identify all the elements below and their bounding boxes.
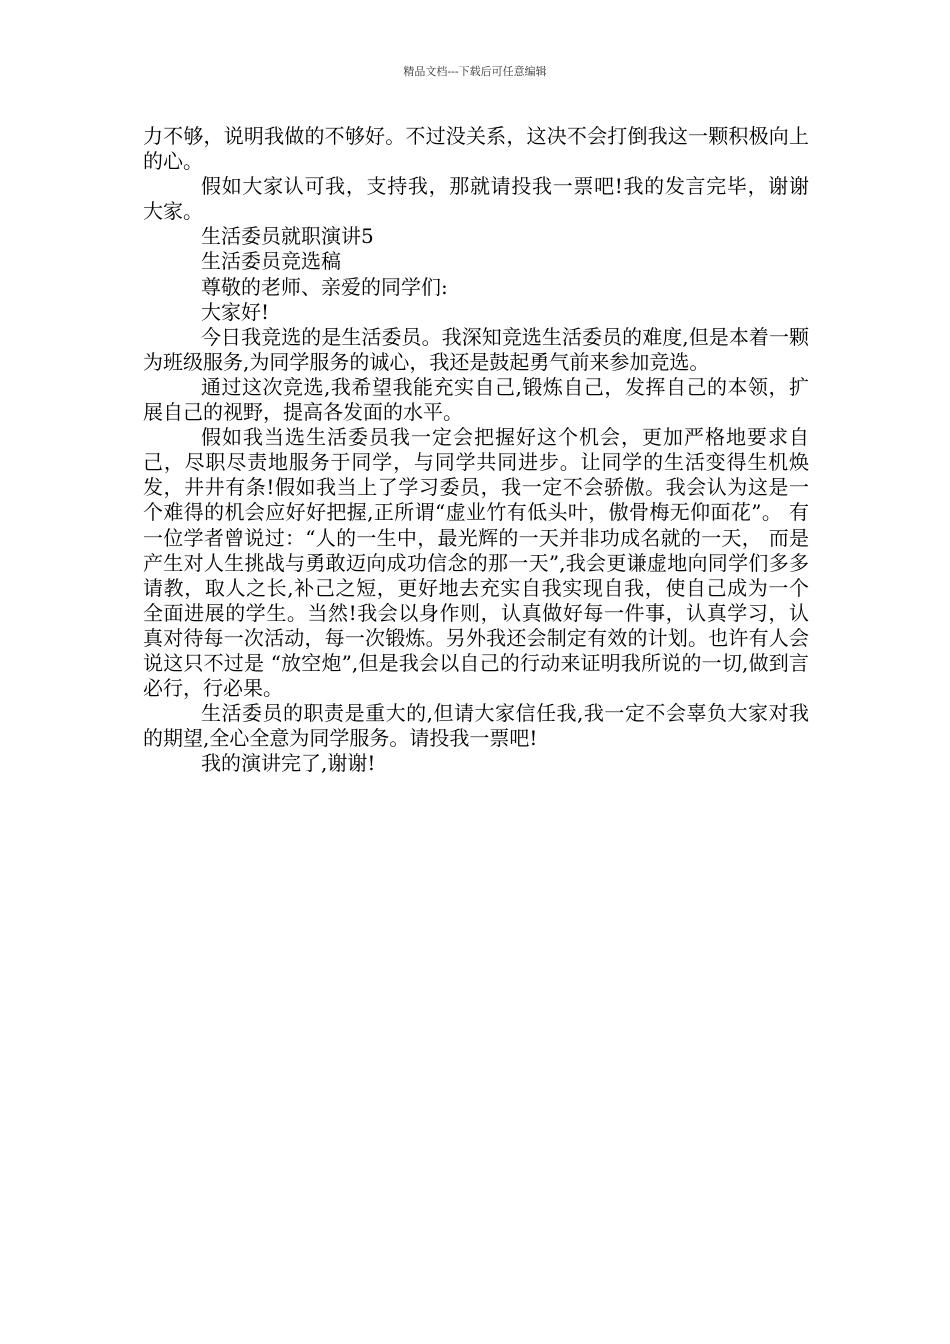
- document-body: [143, 124, 809, 776]
- salutation: 尊敬的老师、亲爱的同学们:: [201, 274, 448, 299]
- paragraph-closing-appeal: 假如大家认可我，支持我，那就请投我一票吧!我的发言完毕，谢谢大家。: [143, 174, 809, 224]
- paragraph-intro: 今日我竞选的是生活委员。我深知竞选生活委员的难度,但是本着一颗为班级服务,为同学服务的诚心，我还是鼓起勇气前来参加竞选。: [143, 324, 809, 374]
- paragraph-ending: 我的演讲完了,谢谢!: [201, 751, 376, 776]
- paragraph-goals: 通过这次竞选,我希望我能充实自己,锻炼自己，发挥自己的本领，扩展自己的视野，提高各发面的水平。: [143, 374, 809, 425]
- section-subtitle: 生活委员竞选稿: [201, 249, 341, 274]
- greeting: 大家好!: [201, 299, 270, 324]
- page-header: 精品文档---下载后可任意编辑: [403, 65, 547, 78]
- section-title: 生活委员就职演讲5: [201, 224, 374, 249]
- paragraph-plans: 假如我当选生活委员我一定会把握好这个机会，更加严格地要求自己，尽职尽责地服务于同学，与同学共同进步。让同学的生活变得生机焕发，井井有条!假如我当上了学习委员，我一定不会骄傲。我会认为这是一个难得的机会应好好把握,正所谓“虚业竹有低头叶，傲骨梅无仰面花”。 有一位学者曾说过：“人的一生中，最光辉的一天并非功成名就的一天， 而是产生对人生挑战与勇敢迈向成功信念的那一天”,我会更谦虚地向同学们多多请教，取人之长,补己之短，更好地去充实自我实现自我，使自己成为一个全面进展的学生。当然!我会以身作则，认真做好每一件事，认真学习，认真对待每一次活动，每一次锻炼。另外我还会制定有效的计划。也许有人会说这只不过是 “放空炮”,但是我会以自己的行动来证明我所说的一切,做到言必行，行必果。: [143, 425, 809, 701]
- paragraph-continuation: 力不够，说明我做的不够好。不过没关系，这决不会打倒我这一颗积极向上的心。: [143, 124, 809, 174]
- paragraph-appeal: 生活委员的职责是重大的,但请大家信任我,我一定不会辜负大家对我的期望,全心全意为同学服务。请投我一票吧!: [143, 701, 809, 751]
